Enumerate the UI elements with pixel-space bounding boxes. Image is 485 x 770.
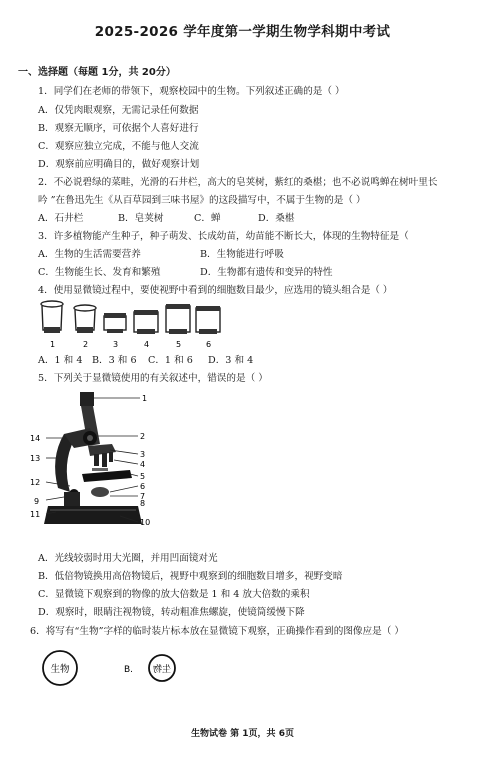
- lens-4: [134, 310, 158, 334]
- q5-option-d: D．观察时，眼睛注视物镜，转动粗准焦螺旋，使镜筒缓慢下降: [38, 607, 305, 618]
- lens-5: [166, 304, 190, 334]
- q3-option-b: B．生物能进行呼吸: [200, 249, 284, 260]
- q6-stem: 6．将写有“生物”字样的临时装片标本放在显微镜下观察，正确操作看到的图像应是（ ）: [30, 626, 404, 637]
- lens-number-2: 2: [83, 340, 89, 349]
- label-3: 3: [140, 450, 146, 459]
- label-2: 2: [140, 432, 146, 441]
- label-1: 1: [142, 394, 148, 403]
- q2-stem-line2: 吟 ”在鲁迅先生《从百草园到三味书屋》的这段描写中，不属于生物的是（ ）: [38, 195, 366, 206]
- lens-number-5: 5: [176, 340, 182, 349]
- q1-option-b: B．观察无顺序，可依据个人喜好进行: [38, 123, 199, 134]
- label-11: 11: [30, 510, 41, 519]
- label-10: 10: [140, 518, 151, 527]
- lens-2: [74, 305, 96, 333]
- q6-option-b-label: B.: [124, 665, 134, 675]
- microscope-drawing: [44, 392, 142, 524]
- q2-option-a: A．石井栏: [38, 213, 84, 224]
- q1-stem: 1．同学们在老师的带领下，观察校园中的生物。下列叙述正确的是（ ）: [38, 86, 345, 97]
- q3-option-c: C．生物能生长、发育和繁殖: [38, 267, 161, 278]
- q4-option-d: D．3 和 4: [208, 355, 254, 366]
- q6-images: [38, 648, 198, 688]
- label-9: 9: [34, 497, 40, 506]
- lens-6: [196, 306, 220, 334]
- q3-option-d: D．生物都有遗传和变异的特性: [200, 267, 333, 278]
- lens-diagram: [38, 298, 228, 352]
- q1-option-c: C．观察应独立完成，不能与他人交流: [38, 141, 199, 152]
- q3-option-a: A．生物的生活需要营养: [38, 249, 141, 260]
- lens-number-6: 6: [206, 340, 212, 349]
- q6-option-b-image: [149, 655, 175, 681]
- q5-option-c: C．显微镜下观察到的物像的放大倍数是 1 和 4 放大倍数的乘积: [38, 589, 310, 600]
- q4-option-a: A．1 和 4: [38, 355, 83, 366]
- label-12: 12: [30, 478, 41, 487]
- label-7: 7: [140, 492, 146, 501]
- q2-stem-line1: 2．不必说碧绿的菜畦，光滑的石井栏，高大的皂荚树，紫红的桑椹；也不必说鸣蝉在树叶里长: [38, 177, 438, 188]
- q2-option-b: B．皂荚树: [118, 213, 164, 224]
- lens-number-4: 4: [144, 340, 150, 349]
- q4-option-c: C．1 和 6: [148, 355, 193, 366]
- label-4: 4: [140, 460, 146, 469]
- q2-option-d: D．桑椹: [258, 213, 295, 224]
- q6-option-a-image: [43, 651, 77, 685]
- lens-1: [41, 301, 63, 333]
- lens-number-3: 3: [113, 340, 119, 349]
- section-heading: 一、选择题（每题 1分，共 20分）: [18, 67, 176, 78]
- q1-option-d: D．观察前应明确目的，做好观察计划: [38, 159, 200, 170]
- microscope-diagram: [30, 388, 160, 538]
- q1-option-a: A．仅凭肉眼观察，无需记录任何数据: [38, 105, 199, 116]
- label-6: 6: [140, 482, 146, 491]
- q3-stem: 3．许多植物能产生种子，种子萌发、长成幼苗，幼苗能不断长大，体现的生物特征是（: [38, 231, 409, 242]
- q5-stem: 5．下列关于显微镜使用的有关叙述中，错误的是（ ）: [38, 373, 268, 384]
- label-13: 13: [30, 454, 41, 463]
- lens-3: [104, 313, 126, 333]
- q2-option-c: C．蝉: [194, 213, 221, 224]
- q5-option-a: A．光线较弱时用大光圈，并用凹面镜对光: [38, 553, 218, 564]
- q4-stem: 4．使用显微镜过程中，要使视野中看到的细胞数目最少，应选用的镜头组合是（ ）: [38, 285, 393, 296]
- page-footer: 生物试卷 第 1页，共 6页: [191, 729, 294, 739]
- label-14: 14: [30, 434, 41, 443]
- q5-option-b: B．低倍物镜换用高倍物镜后，视野中观察到的细胞数目增多，视野变暗: [38, 571, 343, 582]
- lens-number-1: 1: [50, 340, 56, 349]
- q6-option-a-text: 生物: [50, 664, 70, 675]
- exam-title: 2025-2026 学年度第一学期生物学科期中考试: [94, 24, 391, 40]
- label-5: 5: [140, 472, 146, 481]
- q4-option-b: B．3 和 6: [92, 355, 137, 366]
- q6-option-b-text: 生物: [152, 665, 172, 675]
- label-8: 8: [140, 499, 146, 508]
